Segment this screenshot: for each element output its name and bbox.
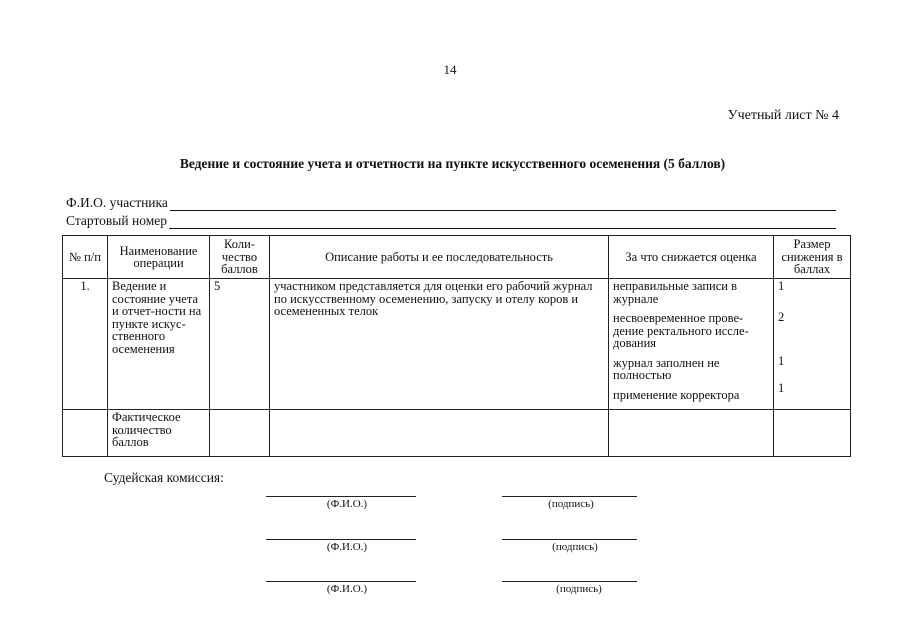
signature-line [502, 539, 637, 540]
deduction-points: 1 [778, 354, 785, 368]
header-points: Коли-чество баллов [210, 236, 270, 279]
deduction-points: 2 [778, 310, 785, 324]
header-deduction-size: Размер снижения в баллах [774, 236, 851, 279]
total-points-cell [210, 410, 270, 457]
start-number-label: Стартовый номер [66, 213, 167, 228]
document-title: Ведение и состояние учета и отчетности на пункте искусственного осеменения (5 баллов) [179, 156, 726, 171]
start-number-field [66, 211, 836, 229]
cell-num: 1. [63, 279, 108, 410]
participant-field [66, 193, 836, 211]
total-description-cell [270, 410, 609, 457]
header-operation: Наименование операции [108, 236, 210, 279]
deduction-points: 1 [778, 381, 785, 395]
table-row [63, 279, 851, 410]
total-label: Фактическое количество баллов [108, 410, 210, 457]
deduction-reason: применение корректора [613, 387, 740, 402]
start-number-fill-line [169, 215, 836, 229]
fio-caption: (Ф.И.О.) [326, 583, 368, 595]
signature-line [502, 581, 637, 582]
fio-caption: (Ф.И.О.) [326, 541, 368, 553]
deduction-reason: неправильные записи в журнале [613, 279, 737, 306]
signature-line [502, 496, 637, 497]
participant-fill-line [170, 197, 836, 211]
signature-caption: (подпись) [548, 498, 594, 510]
fio-line [266, 496, 416, 497]
cell-description: участником представляется для оценки его рабочий журнал по искусственному осеменению, запуску и отелу коров и осемененных телок [270, 279, 609, 410]
fio-line [266, 581, 416, 582]
cell-deduction-reasons [609, 279, 774, 410]
total-size-cell [774, 410, 851, 457]
deduction-reason: журнал заполнен не полностью [613, 355, 720, 382]
page-number: 14 [443, 62, 457, 77]
total-reason-cell [609, 410, 774, 457]
header-num: № п/п [63, 236, 108, 279]
deduction-points: 1 [778, 279, 785, 293]
deduction-reason: несвоевременное прове-дение ректального иссле-дования [613, 311, 749, 350]
fio-caption: (Ф.И.О.) [326, 498, 368, 510]
cell-deduction-points [774, 279, 851, 410]
signature-caption: (подпись) [552, 541, 598, 553]
header-deduction-reason: За что снижается оценка [609, 236, 774, 279]
total-num-cell [63, 410, 108, 457]
signature-caption: (подпись) [556, 583, 602, 595]
sheet-label: Учетный лист № 4 [727, 108, 839, 123]
commission-label: Судейская комиссия: [104, 470, 224, 485]
cell-operation: Ведение и состояние учета и отчет-ности на пункте искус-ственного осеменения [108, 279, 210, 410]
total-row [63, 410, 851, 457]
participant-label: Ф.И.О. участника [66, 195, 168, 210]
cell-points: 5 [210, 279, 270, 410]
table-header-row [63, 236, 851, 279]
header-description: Описание работы и ее последовательность [270, 236, 609, 279]
score-table [62, 235, 851, 457]
fio-line [266, 539, 416, 540]
